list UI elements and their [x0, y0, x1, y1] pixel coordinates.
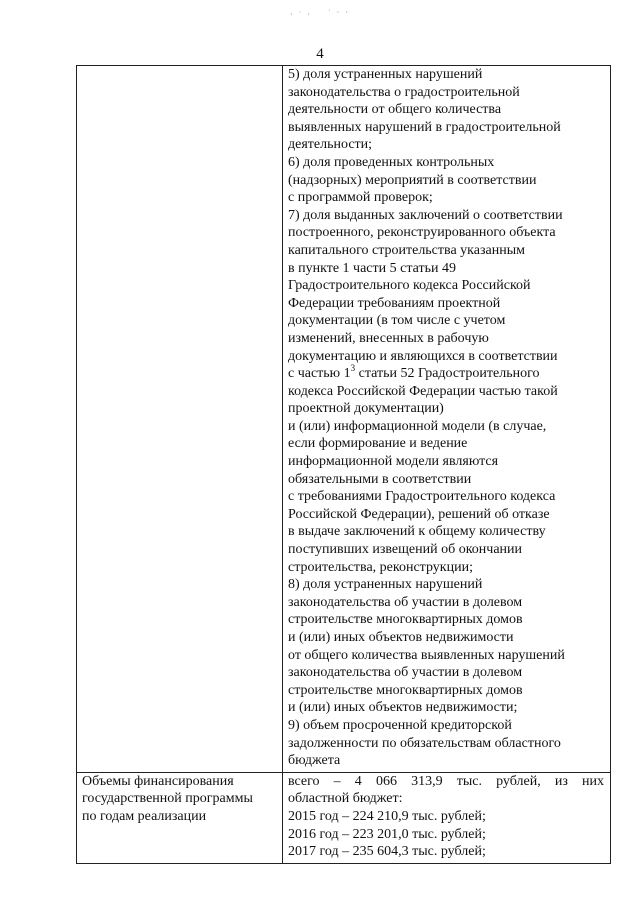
text-line: деятельности;: [288, 137, 373, 153]
text-line: и (или) иных объектов недвижимости;: [288, 700, 518, 716]
text-line: от общего количества выявленных нарушений: [288, 647, 565, 663]
text-line-with-superscript: [288, 365, 604, 383]
scan-speck-left: · ˙ ·: [290, 10, 312, 19]
financing-year-line: 2017 год – 235 604,3 тыс. рублей;: [288, 844, 486, 860]
text-line: документацию и являющихся в соответствии: [288, 348, 558, 364]
financing-label-line: по годам реализации: [82, 808, 207, 824]
text-line: капитального строительства указанным: [288, 242, 525, 258]
text-line: поступивших извещений об окончании: [288, 542, 523, 558]
text-line: бюджета: [288, 753, 341, 769]
text-line: в пункте 1 части 5 статьи 49: [288, 260, 456, 276]
text-line: Российской Федерации), решений об отказе: [288, 506, 550, 522]
text-line: (надзорных) мероприятий в соответствии: [288, 172, 537, 188]
text-line: 7) доля выданных заключений о соответствии: [288, 207, 563, 223]
text-line: выявленных нарушений в градостроительной: [288, 119, 561, 135]
table-row-indicators: [77, 66, 611, 773]
text-line: проектной документации): [288, 401, 444, 417]
financing-label-cell: [77, 772, 283, 863]
financing-label-line: Объемы финансирования: [82, 773, 234, 789]
table-row-financing: [77, 772, 611, 863]
text-line: строительства, реконструкции;: [288, 559, 473, 575]
text-line: с программой проверок;: [288, 190, 433, 206]
text-line: 5) доля устраненных нарушений: [288, 67, 483, 82]
text-line: строительстве многоквартирных домов: [288, 612, 523, 628]
text-line: законодательства об участии в долевом: [288, 594, 523, 610]
financing-year-line: 2015 год – 224 210,9 тыс. рублей;: [288, 808, 486, 824]
page-number: 4: [316, 46, 324, 62]
text-line: и (или) иных объектов недвижимости: [288, 630, 514, 645]
text-line: в выдаче заключений к общему количеству: [288, 524, 546, 540]
text-line: 8) доля устраненных нарушений: [288, 577, 483, 593]
text-line: Градостроительного кодекса Российской: [288, 278, 531, 294]
indicators-value-cell: [283, 66, 611, 773]
text-line: 9) объем просроченной кредиторской: [288, 717, 512, 733]
text-line: документации (в том числе с учетом: [288, 313, 506, 329]
text-line: строительстве многоквартирных домов: [288, 682, 523, 698]
text-line: и (или) информационной модели (в случае,: [288, 418, 547, 434]
text-line: кодекса Российской Федерации частью такой: [288, 383, 558, 399]
text-line: построенного, реконструированного объекта: [288, 225, 556, 241]
financing-value-line: областной бюджет:: [288, 791, 403, 807]
text-fragment: статьи 52 Градостроительного: [355, 366, 540, 382]
text-fragment: с частью 1: [288, 366, 351, 382]
financing-label-line: государственной программы: [82, 791, 253, 807]
text-line: с требованиями Градостроительного кодекса: [288, 489, 556, 505]
financing-value-cell: [283, 772, 611, 863]
scan-speck-right: ˙ · ·: [328, 8, 350, 17]
program-passport-table: [76, 65, 611, 864]
financing-year-line: 2016 год – 223 201,0 тыс. рублей;: [288, 826, 486, 842]
text-line: законодательства об участии в долевом: [288, 665, 523, 681]
indicators-label-cell: [77, 66, 283, 773]
text-line: 6) доля проведенных контрольных: [288, 154, 495, 170]
text-line: обязательными в соответствии: [288, 471, 472, 487]
text-line: если формирование и ведение: [288, 436, 468, 452]
text-line: задолженности по обязательствам областного: [288, 735, 561, 751]
text-line: изменений, внесенных в рабочую: [288, 330, 489, 346]
text-line: деятельности от общего количества: [288, 102, 502, 118]
text-line: информационной модели являются: [288, 454, 499, 470]
financing-total-line: всего – 4 066 313,9 тыс. рублей, из них: [288, 773, 604, 789]
text-line: законодательства о градостроительной: [288, 84, 520, 100]
superscript: 3: [350, 363, 356, 374]
text-line: Федерации требованиям проектной: [288, 295, 501, 311]
